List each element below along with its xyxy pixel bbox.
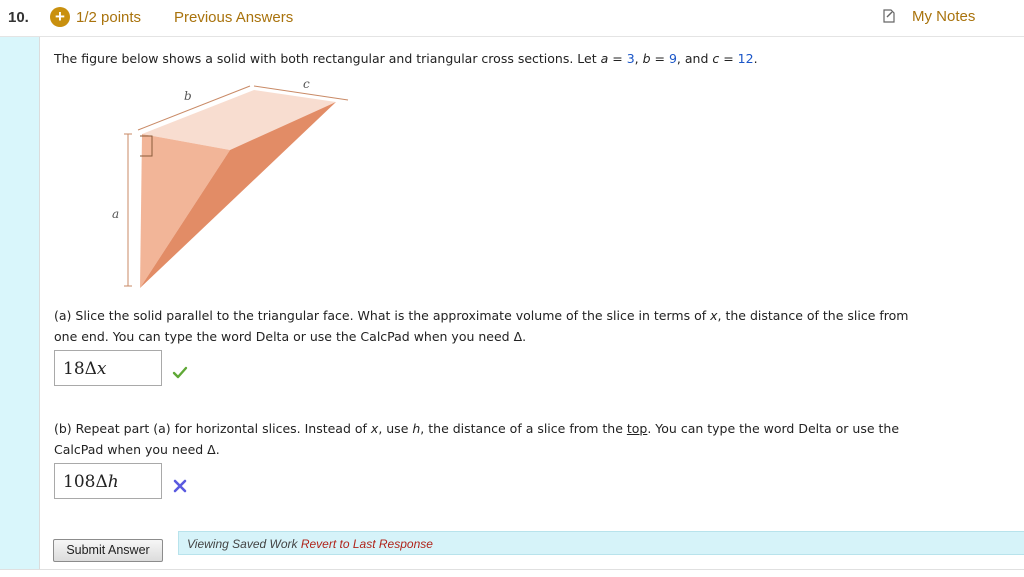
part-b-text-line1: (b) Repeat part (a) for horizontal slices. Instead of x, use h, the distance of a slice from the top. You can type the word Delta or use the (54, 421, 900, 436)
points-score: 1/2 points (76, 9, 142, 26)
my-notes-link[interactable] (912, 8, 975, 25)
notes-icon (882, 9, 896, 23)
part-b-answer-field[interactable] (54, 463, 162, 499)
question-intro: The figure below shows a solid with both rectangular and triangular cross sections. Let a = 3, b = 9, and c = 12. (54, 51, 758, 66)
solid-figure (100, 70, 370, 300)
plus-icon[interactable]: + (50, 7, 70, 27)
question-number: 10. (8, 9, 29, 26)
question-header (0, 0, 1024, 37)
submit-answer-button[interactable]: Submit Answer (53, 539, 163, 562)
my-notes-label: My Notes (912, 8, 976, 25)
part-b-answer-var: h (107, 472, 119, 492)
cross-icon (173, 479, 187, 493)
part-b-text-line2: CalcPad when you need Δ. (54, 442, 220, 457)
figure-label-a: a (112, 207, 120, 221)
part-a-answer-field[interactable] (54, 350, 162, 386)
part-b-answer-coef: 108Δ (63, 472, 108, 492)
figure-label-b: b (184, 89, 192, 103)
revert-link[interactable]: Revert to Last Response (300, 537, 433, 551)
content-border (39, 37, 40, 569)
part-a-answer-var: x (96, 359, 107, 379)
previous-answers-link[interactable]: Previous Answers (174, 9, 294, 26)
part-a-text-line2: one end. You can type the word Delta or use the CalcPad when you need Δ. (54, 329, 527, 344)
checkmark-icon (172, 366, 188, 380)
left-margin-bar (0, 37, 39, 569)
part-a-text-line1: (a) Slice the solid parallel to the triangular face. What is the approximate volume of the slice in terms of x, the distance of the slice from (54, 308, 909, 323)
viewing-saved-work-label: Viewing Saved Work (187, 537, 298, 551)
figure-label-c: c (303, 77, 310, 91)
bottom-divider (0, 569, 1024, 570)
part-a-answer-coef: 18Δ (63, 359, 97, 379)
saved-work-bar (178, 531, 1024, 555)
